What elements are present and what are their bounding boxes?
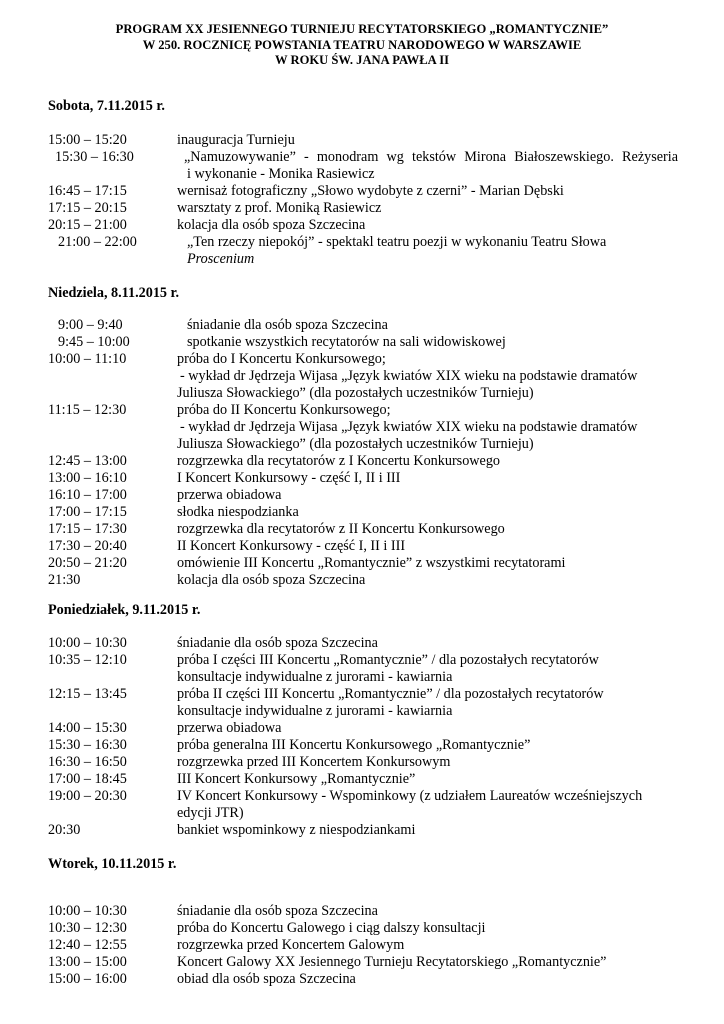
event-description-line: - wykład dr Jędrzeja Wijasa „Język kwiatów XIX wieku na podstawie dramatów (180, 368, 638, 384)
event-time: 10:00 – 11:10 (48, 351, 127, 367)
event-description (177, 521, 678, 538)
event-description-line: i wykonanie - Monika Rasiewicz (187, 166, 375, 182)
event-time: 13:00 – 16:10 (48, 470, 127, 486)
event-description (177, 200, 678, 217)
event-description-line: próba do II Koncertu Konkursowego; (177, 402, 391, 418)
event-description-line: śniadanie dla osób spoza Szczecina (177, 635, 378, 651)
event-time: 10:00 – 10:30 (48, 635, 127, 651)
event-description (177, 217, 678, 234)
event-description-line: próba I części III Koncertu „Romantycznie” / dla pozostałych recytatorów (177, 652, 599, 668)
event-time: 17:15 – 17:30 (48, 521, 127, 537)
event-time: 17:15 – 20:15 (48, 200, 127, 216)
event-time: 16:10 – 17:00 (48, 487, 127, 503)
event-description (177, 635, 678, 652)
event-description-line: rozgrzewka przed Koncertem Galowym (177, 937, 405, 953)
event-time: 10:35 – 12:10 (48, 652, 127, 668)
event-description (177, 183, 678, 200)
event-description (177, 788, 678, 822)
schedule-row (48, 351, 678, 402)
schedule-row (48, 754, 678, 771)
schedule-row (48, 903, 678, 920)
schedule-row (48, 470, 678, 487)
schedule-row (48, 737, 678, 754)
event-description-line: wernisaż fotograficzny „Słowo wydobyte z czerni” - Marian Dębski (177, 183, 564, 199)
day-schedule (48, 903, 678, 988)
event-time: 15:30 – 16:30 (48, 737, 127, 753)
schedule-row (48, 234, 678, 268)
event-description-line: kolacja dla osób spoza Szczecina (177, 217, 366, 233)
schedule-row (48, 504, 678, 521)
schedule-row (48, 217, 678, 234)
event-time: 19:00 – 20:30 (48, 788, 127, 804)
event-description (187, 334, 678, 351)
schedule-row (48, 200, 678, 217)
event-description (177, 351, 678, 402)
event-time: 13:00 – 15:00 (48, 954, 127, 970)
event-description-line: rozgrzewka dla recytatorów z II Koncertu Konkursowego (177, 521, 505, 537)
schedule-row (48, 822, 678, 839)
event-time: 15:00 – 15:20 (48, 132, 127, 148)
event-description-line: Proscenium (187, 251, 255, 267)
document-title (0, 22, 724, 69)
event-description (177, 572, 678, 589)
day-heading: Sobota, 7.11.2015 r. (48, 98, 165, 114)
schedule-row (48, 686, 678, 720)
event-time: 14:00 – 15:30 (48, 720, 127, 736)
day-heading: Niedziela, 8.11.2015 r. (48, 285, 180, 301)
event-description (177, 971, 678, 988)
event-description-line: próba generalna III Koncertu Konkursowego „Romantycznie” (177, 737, 531, 753)
day-heading: Poniedziałek, 9.11.2015 r. (48, 602, 201, 618)
event-description-line: III Koncert Konkursowy „Romantycznie” (177, 771, 416, 787)
event-time: 16:45 – 17:15 (48, 183, 127, 199)
event-description (177, 504, 678, 521)
event-description-line: próba do I Koncertu Konkursowego; (177, 351, 386, 367)
title-line-3: W ROKU ŚW. JANA PAWŁA II (274, 53, 450, 67)
event-description (177, 538, 678, 555)
event-description (177, 954, 678, 971)
event-description-line: śniadanie dla osób spoza Szczecina (177, 903, 378, 919)
event-description (177, 822, 678, 839)
event-description-line: próba II części III Koncertu „Romantycznie” / dla pozostałych recytatorów (177, 686, 604, 702)
event-description-line: słodka niespodzianka (177, 504, 299, 520)
schedule-row (48, 453, 678, 470)
schedule-row (48, 572, 678, 589)
event-time: 17:30 – 20:40 (48, 538, 127, 554)
event-description (177, 720, 678, 737)
event-description-line: przerwa obiadowa (177, 487, 282, 503)
schedule-row (48, 334, 678, 351)
day-schedule (48, 317, 678, 589)
event-description (177, 937, 678, 954)
schedule-row (48, 402, 678, 453)
event-description (177, 555, 678, 572)
title-line-1: PROGRAM XX JESIENNEGO TURNIEJU RECYTATORSKIEGO „ROMANTYCZNIE” (115, 22, 609, 36)
event-description (177, 132, 678, 149)
event-description-line: I Koncert Konkursowy - część I, II i III (177, 470, 401, 486)
event-time: 9:45 – 10:00 (58, 334, 130, 350)
schedule-row (48, 652, 678, 686)
event-description-line: spotkanie wszystkich recytatorów na sali widowiskowej (187, 334, 506, 350)
event-description-line: konsultacje indywidualne z jurorami - kawiarnia (177, 669, 453, 685)
title-line-2: W 250. ROCZNICĘ POWSTANIA TEATRU NARODOWEGO W WARSZAWIE (142, 37, 582, 52)
event-time: 21:30 (48, 572, 81, 588)
schedule-row (48, 771, 678, 788)
event-description (177, 903, 678, 920)
event-description (184, 149, 678, 183)
day-heading: Wtorek, 10.11.2015 r. (48, 856, 177, 872)
event-description-line: konsultacje indywidualne z jurorami - kawiarnia (177, 703, 453, 719)
event-description-line: warsztaty z prof. Moniką Rasiewicz (177, 200, 382, 216)
event-time: 12:45 – 13:00 (48, 453, 127, 469)
event-description-line: - wykład dr Jędrzeja Wijasa „Język kwiatów XIX wieku na podstawie dramatów (180, 419, 638, 435)
event-description (187, 317, 678, 334)
schedule-row (48, 317, 678, 334)
event-description-line: śniadanie dla osób spoza Szczecina (187, 317, 388, 333)
schedule-row (48, 937, 678, 954)
event-time: 16:30 – 16:50 (48, 754, 127, 770)
event-time: 20:30 (48, 822, 81, 838)
event-time: 15:00 – 16:00 (48, 971, 127, 987)
schedule-row (48, 149, 678, 183)
event-time: 15:30 – 16:30 (55, 149, 134, 165)
event-description-line: „Namuzowywanie” - monodram wg tekstów Mirona Białoszewskiego. Reżyseria (184, 149, 678, 165)
event-time: 17:00 – 17:15 (48, 504, 127, 520)
event-description-line: Koncert Galowy XX Jesiennego Turnieju Recytatorskiego „Romantycznie” (177, 954, 607, 970)
event-description-line: rozgrzewka przed III Koncertem Konkursowym (177, 754, 451, 770)
event-description-line: II Koncert Konkursowy - część I, II i III (177, 538, 406, 554)
event-description-line: obiad dla osób spoza Szczecina (177, 971, 356, 987)
event-description (177, 686, 678, 720)
event-description (177, 453, 678, 470)
schedule-row (48, 788, 678, 822)
event-description (177, 652, 678, 686)
event-description-line: Juliusza Słowackiego” (dla pozostałych uczestników Turnieju) (177, 436, 534, 452)
event-description-line: „Ten rzeczy niepokój” - spektakl teatru poezji w wykonaniu Teatru Słowa (187, 234, 607, 250)
schedule-row (48, 971, 678, 988)
event-description (187, 234, 678, 268)
event-description (177, 487, 678, 504)
event-time: 20:50 – 21:20 (48, 555, 127, 571)
day-schedule (48, 132, 678, 268)
event-description-line: inauguracja Turnieju (177, 132, 295, 148)
event-description-line: edycji JTR) (177, 805, 244, 821)
event-time: 10:30 – 12:30 (48, 920, 127, 936)
event-time: 17:00 – 18:45 (48, 771, 127, 787)
schedule-row (48, 132, 678, 149)
event-description (177, 470, 678, 487)
event-description (177, 402, 678, 453)
event-time: 20:15 – 21:00 (48, 217, 127, 233)
day-schedule (48, 635, 678, 839)
event-time: 11:15 – 12:30 (48, 402, 127, 418)
schedule-row (48, 521, 678, 538)
event-time: 12:15 – 13:45 (48, 686, 127, 702)
event-description (177, 771, 678, 788)
schedule-row (48, 487, 678, 504)
event-description-line: przerwa obiadowa (177, 720, 282, 736)
event-description-line: bankiet wspominkowy z niespodziankami (177, 822, 416, 838)
schedule-row (48, 538, 678, 555)
event-time: 9:00 – 9:40 (58, 317, 123, 333)
event-description (177, 920, 678, 937)
event-description (177, 737, 678, 754)
event-description-line: rozgrzewka dla recytatorów z I Koncertu Konkursowego (177, 453, 501, 469)
event-time: 21:00 – 22:00 (58, 234, 137, 250)
schedule-row (48, 920, 678, 937)
schedule-row (48, 954, 678, 971)
event-time: 10:00 – 10:30 (48, 903, 127, 919)
event-description-line: próba do Koncertu Galowego i ciąg dalszy konsultacji (177, 920, 486, 936)
event-description-line: IV Koncert Konkursowy - Wspominkowy (z udziałem Laureatów wcześniejszych (177, 788, 643, 804)
event-description-line: omówienie III Koncertu „Romantycznie” z wszystkimi recytatorami (177, 555, 566, 571)
schedule-row (48, 555, 678, 572)
event-description (177, 754, 678, 771)
event-description-line: kolacja dla osób spoza Szczecina (177, 572, 366, 588)
event-description-line: Juliusza Słowackiego” (dla pozostałych uczestników Turnieju) (177, 385, 534, 401)
schedule-row (48, 720, 678, 737)
schedule-row (48, 183, 678, 200)
event-time: 12:40 – 12:55 (48, 937, 127, 953)
schedule-row (48, 635, 678, 652)
